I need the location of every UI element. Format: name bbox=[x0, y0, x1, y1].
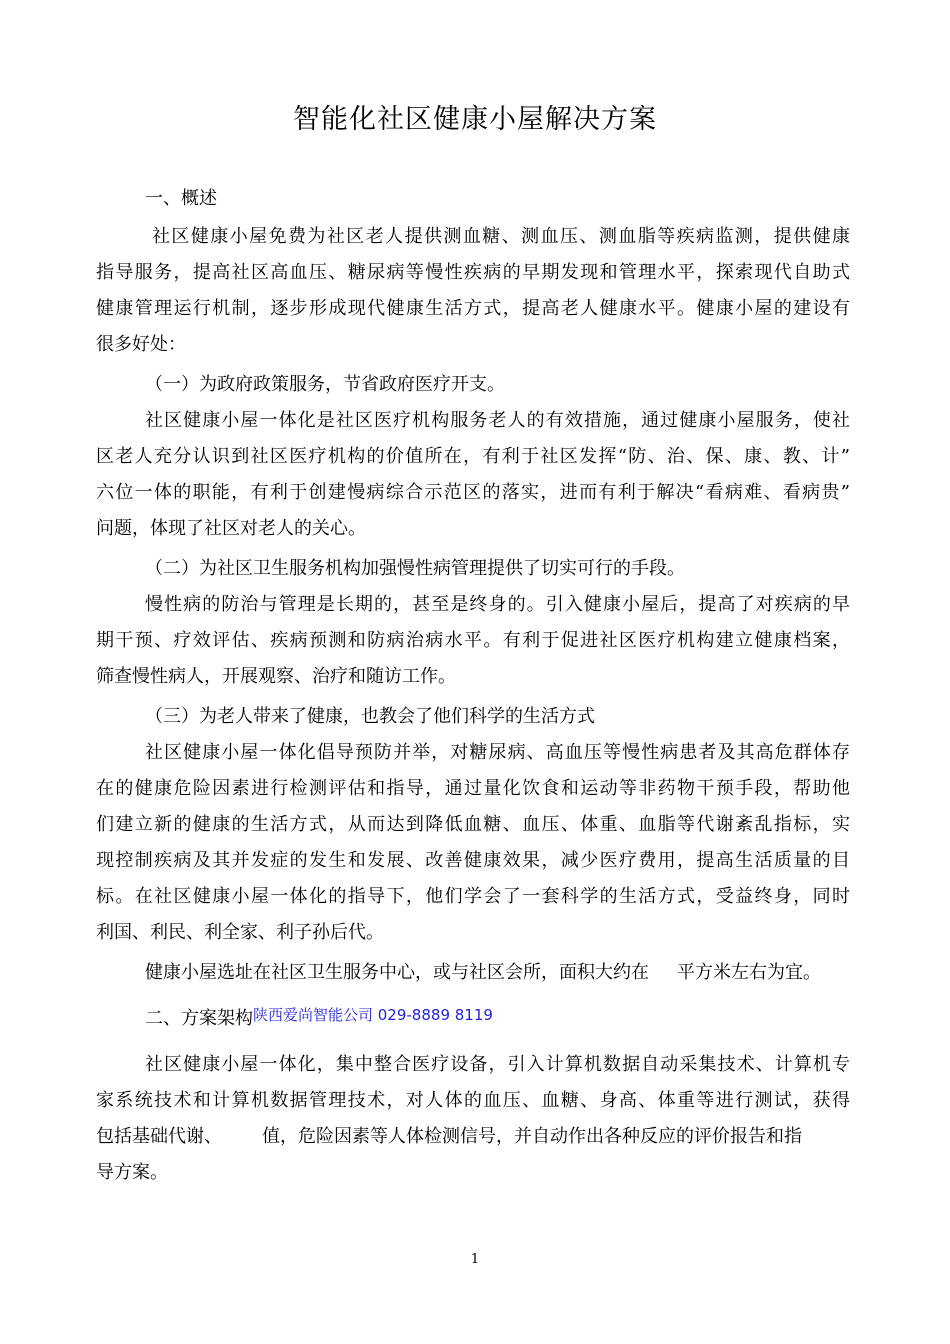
paragraph-line: 家系统技术和计算机数据管理技术，对人体的血压、血糖、身高、体重等进行测试，获得 bbox=[96, 1090, 850, 1111]
paragraph-line bbox=[96, 1124, 850, 1150]
line-text-b: 值，危险因素等人体检测信号，并自动作出各种反应的评价报告和指 bbox=[262, 1126, 802, 1147]
paragraph-line: 慢性病的防治与管理是长期的，甚至是终身的。引入健康小屋后，提高了对疾病的早 bbox=[145, 594, 850, 615]
subheading-3: （三）为老人带来了健康，也教会了他们科学的生活方式 bbox=[145, 706, 595, 727]
paragraph-line: 社区健康小屋免费为社区老人提供测血糖、测血压、测血脂等疾病监测，提供健康 bbox=[152, 226, 850, 247]
document-title: 智能化社区健康小屋解决方案 bbox=[293, 104, 657, 135]
section-heading-overview: 一、概述 bbox=[145, 188, 217, 209]
paragraph-line: 社区健康小屋一体化倡导预防并举，对糖尿病、高血压等慢性病患者及其高危群体存 bbox=[145, 742, 850, 763]
paragraph-line: 导方案。 bbox=[96, 1162, 168, 1183]
paragraph-line: 问题，体现了社区对老人的关心。 bbox=[96, 518, 366, 539]
site-text-b: 平方米左右为宜。 bbox=[677, 962, 821, 983]
line-text-a: 包括基础代谢、 bbox=[96, 1126, 222, 1147]
paragraph-line: 在的健康危险因素进行检测评估和指导，通过量化饮食和运动等非药物干预手段，帮助他 bbox=[96, 778, 850, 799]
paragraph-line: 利国、利民、利全家、利子孙后代。 bbox=[96, 922, 384, 943]
paragraph-line: 社区健康小屋一体化是社区医疗机构服务老人的有效措施，通过健康小屋服务，使社 bbox=[145, 410, 850, 431]
paragraph-line: 期干预、疗效评估、疾病预测和防病治病水平。有利于促进社区医疗机构建立健康档案， bbox=[96, 630, 850, 651]
paragraph-line: 六位一体的职能，有利于创建慢病综合示范区的落实，进而有利于解决“看病难、看病贵” bbox=[96, 482, 850, 503]
page-number: 1 bbox=[470, 1252, 480, 1267]
paragraph-line: 们建立新的健康的生活方式，从而达到降低血糖、血压、体重、血脂等代谢紊乱指标，实 bbox=[96, 814, 850, 835]
company-watermark: 陕西爱尚智能公司 029-8889 8119 bbox=[253, 1006, 493, 1024]
section-heading-architecture bbox=[145, 1006, 850, 1032]
paragraph-line: 标。在社区健康小屋一体化的指导下，他们学会了一套科学的生活方式，受益终身，同时 bbox=[96, 886, 850, 907]
site-paragraph bbox=[145, 960, 850, 986]
section-heading-text: 二、方案架构 bbox=[145, 1008, 253, 1029]
subheading-2: （二）为社区卫生服务机构加强慢性病管理提供了切实可行的手段。 bbox=[145, 558, 685, 579]
subheading-1: （一）为政府政策服务，节省政府医疗开支。 bbox=[145, 374, 505, 395]
paragraph-line: 社区健康小屋一体化，集中整合医疗设备，引入计算机数据自动采集技术、计算机专 bbox=[145, 1054, 850, 1075]
paragraph-line: 筛查慢性病人，开展观察、治疗和随访工作。 bbox=[96, 666, 456, 687]
paragraph-line: 很多好处： bbox=[96, 334, 186, 355]
paragraph-line: 指导服务，提高社区高血压、糖尿病等慢性疾病的早期发现和管理水平，探索现代自助式 bbox=[96, 262, 850, 283]
paragraph-line: 区老人充分认识到社区医疗机构的价值所在，有利于社区发挥“防、治、保、康、教、计” bbox=[96, 446, 850, 467]
site-text-a: 健康小屋选址在社区卫生服务中心，或与社区会所，面积大约在 bbox=[145, 962, 649, 983]
paragraph-line: 现控制疾病及其并发症的发生和发展、改善健康效果，减少医疗费用，提高生活质量的目 bbox=[96, 850, 850, 871]
paragraph-line: 健康管理运行机制，逐步形成现代健康生活方式，提高老人健康水平。健康小屋的建设有 bbox=[96, 298, 850, 319]
